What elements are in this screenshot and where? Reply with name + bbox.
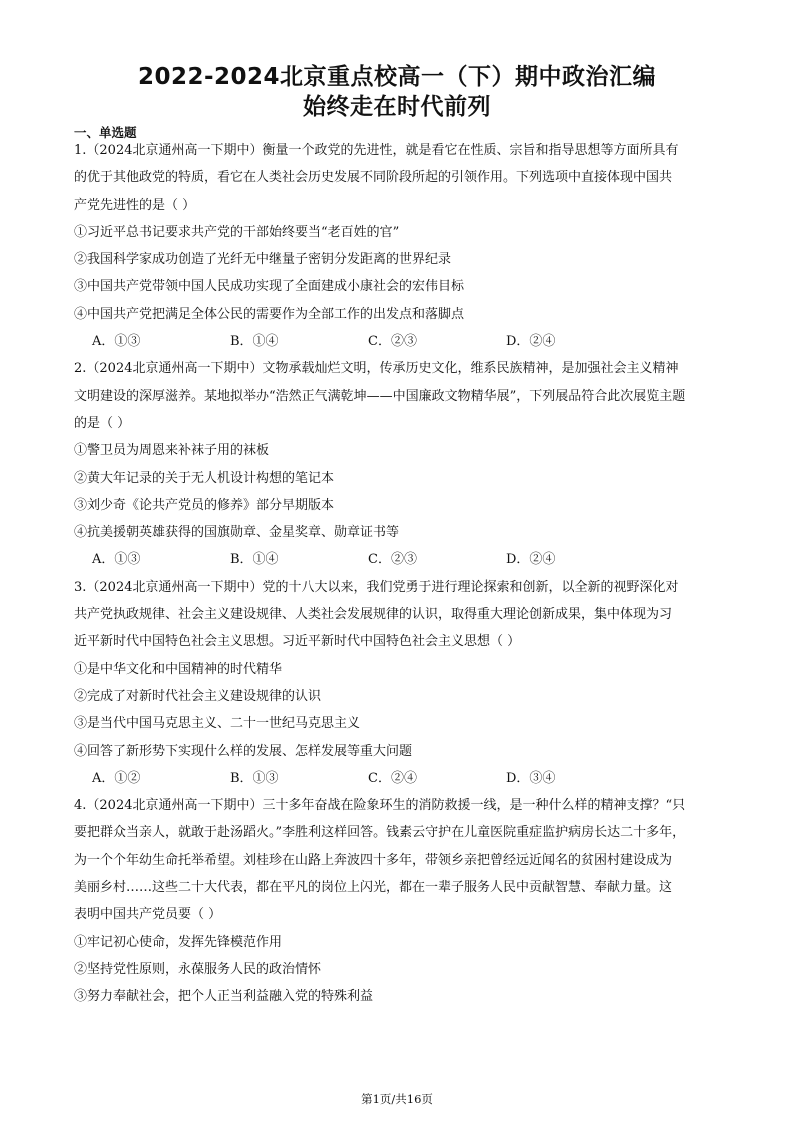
- option-c: C．②③: [368, 552, 417, 568]
- statement-item: ①习近平总书记要求共产党的干部始终要当“老百姓的官”: [74, 224, 400, 240]
- option-d: D．②④: [506, 334, 556, 350]
- statement-item: ①是中华文化和中国精神的时代精华: [74, 661, 283, 677]
- statement-item: ①牢记初心使命，发挥先锋模范作用: [74, 934, 283, 950]
- option-d: D．②④: [506, 552, 556, 568]
- statement-item: ④中国共产党把满足全体公民的需要作为全部工作的出发点和落脚点: [74, 306, 465, 322]
- option-c: C．②④: [368, 770, 417, 786]
- statement-item: ②完成了对新时代社会主义建设规律的认识: [74, 688, 322, 704]
- section-heading: 一、单选题: [74, 125, 137, 140]
- answer-options: [74, 765, 724, 792]
- question-stem-line: 产党先进性的是（ ）: [74, 197, 196, 213]
- statement-item: ④回答了新形势下实现什么样的发展、怎样发展等重大问题: [74, 743, 413, 759]
- statement-item: ②黄大年记录的关于无人机设计构想的笔记本: [74, 470, 335, 486]
- statement-item: ③刘少奇《论共产党员的修养》部分早期版本: [74, 497, 335, 513]
- question-3: [74, 574, 724, 792]
- answer-options: [74, 546, 724, 573]
- statement-item: ③中国共产党带领中国人民成功实现了全面建成小康社会的宏伟目标: [74, 279, 465, 295]
- answer-options: [74, 328, 724, 355]
- statement-item: ③努力奉献社会，把个人正当利益融入党的特殊利益: [74, 989, 374, 1005]
- question-stem-line: 要把群众当亲人，就敢于赴汤蹈火。”李胜利这样回答。钱素云守护在儿童医院重症监护病房长达二十多年，: [74, 825, 686, 841]
- option-a: A．①③: [92, 334, 141, 350]
- document-title: 2022-2024北京重点校高一（下）期中政治汇编: [137, 64, 657, 90]
- question-stem-line: 共产党执政规律、社会主义建设规律、人类社会发展规律的认识，取得重大理论创新成果，集中体现为习: [74, 607, 673, 623]
- question-stem-line: 3.（2024北京通州高一下期中）党的十八大以来，我们党勇于进行理论探索和创新，以全新的视野深化对: [74, 579, 679, 595]
- statement-item: ④抗美援朝英雄获得的国旗勋章、金星奖章、勋章证书等: [74, 525, 400, 541]
- option-b: B．①④: [230, 334, 279, 350]
- question-stem-line: 近平新时代中国特色社会主义思想。习近平新时代中国特色社会主义思想（ ）: [74, 634, 521, 650]
- option-b: B．①④: [230, 552, 279, 568]
- question-stem-line: 的优于其他政党的特质，看它在人类社会历史发展不同阶段所起的引领作用。下列选项中直接体现中国共: [74, 170, 673, 186]
- question-1: [74, 137, 724, 355]
- option-c: C．②③: [368, 334, 417, 350]
- question-4: [74, 792, 724, 1010]
- question-stem-line: 美丽乡村……这些二十大代表，都在平凡的岗位上闪光，都在一辈子服务人民中贡献智慧、奉献力量。这: [74, 880, 673, 896]
- page-number: 第1页/共16页: [361, 1092, 433, 1106]
- statement-item: ③是当代中国马克思主义、二十一世纪马克思主义: [74, 716, 361, 732]
- question-stem-line: 的是（ ）: [74, 415, 131, 431]
- question-stem-line: 表明中国共产党员要（ ）: [74, 907, 222, 923]
- question-2: [74, 355, 724, 573]
- statement-item: ①警卫员为周恩来补袜子用的袜板: [74, 443, 270, 459]
- question-stem-line: 为一个个年幼生命托举希望。刘桂珍在山路上奔波四十多年，带领乡亲把曾经远近闻名的贫困村建设成为: [74, 852, 673, 868]
- statement-item: ②我国科学家成功创造了光纤无中继量子密钥分发距离的世界纪录: [74, 252, 452, 268]
- question-stem-line: 文明建设的深厚滋养。某地拟举办“浩然正气满乾坤——中国廉政文物精华展”，下列展品符合此次展览主题: [74, 388, 686, 404]
- question-stem-line: 2.（2024北京通州高一下期中）文物承载灿烂文明，传承历史文化，维系民族精神，是加强社会主义精神: [74, 361, 679, 377]
- option-a: A．①②: [92, 770, 141, 786]
- option-b: B．①③: [230, 770, 279, 786]
- statement-item: ②坚持党性原则，永葆服务人民的政治情怀: [74, 961, 322, 977]
- option-a: A．①③: [92, 552, 141, 568]
- question-stem-line: 1.（2024北京通州高一下期中）衡量一个政党的先进性，就是看它在性质、宗旨和指导思想等方面所具有: [74, 143, 679, 158]
- question-list: [74, 137, 724, 1011]
- option-d: D．③④: [506, 770, 556, 786]
- question-stem-line: 4.（2024北京通州高一下期中）三十多年奋战在险象环生的消防救援一线，是一种什么样的精神支撑？“只: [74, 798, 686, 814]
- document-subtitle: 始终走在时代前列: [303, 94, 491, 120]
